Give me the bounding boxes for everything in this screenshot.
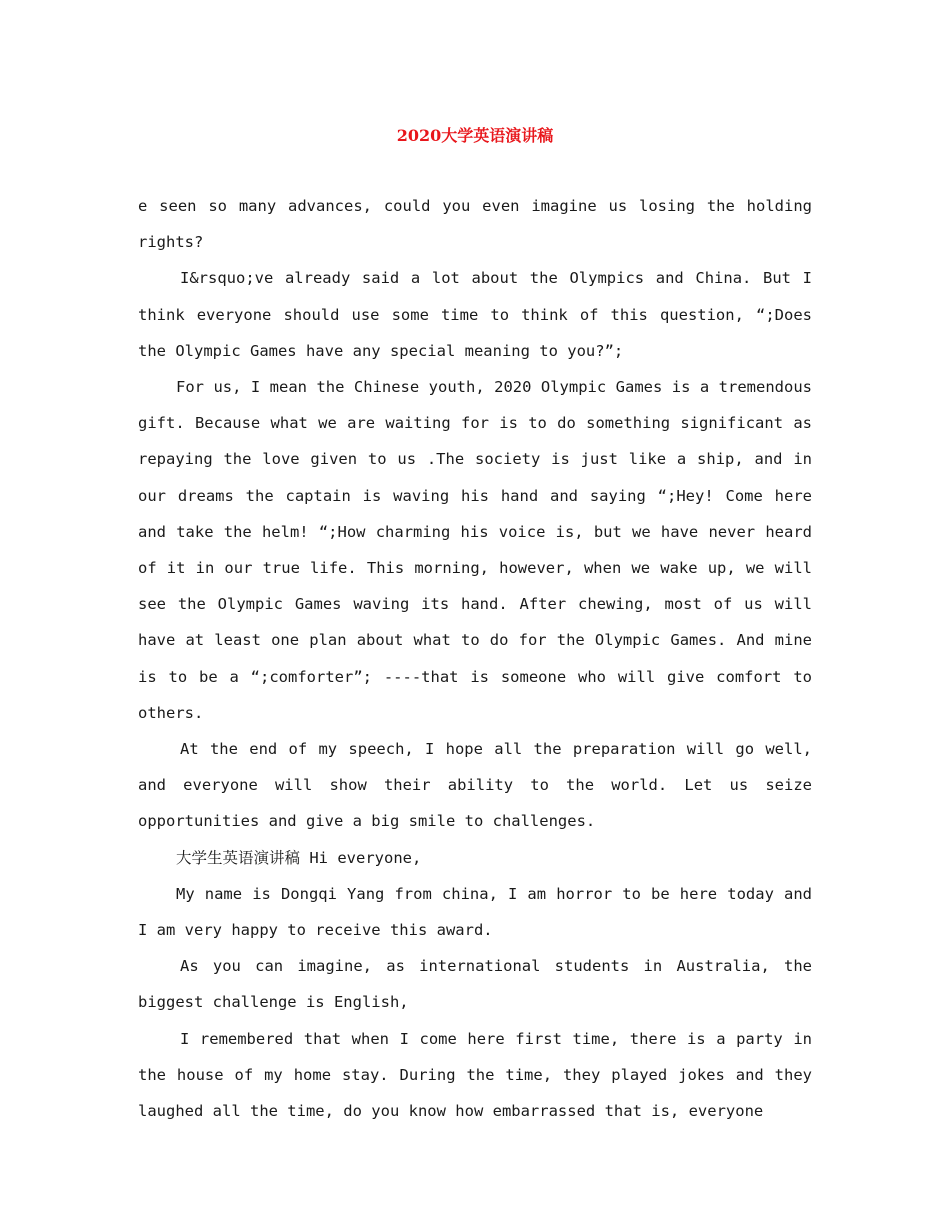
document-title: 2020大学英语演讲稿 [396,126,554,145]
document-body [138,188,812,1129]
paragraph-second-speech-heading: 大学生英语演讲稿 Hi everyone, [176,848,422,867]
paragraph-english-challenge: As you can imagine, as international students in Australia, the biggest challenge is English, [138,957,812,1012]
paragraph-home-stay-party: I remembered that when I come here first time, there is a party in the house of my home stay. During the time, they played jokes and they laughed all the time, do you know how embarrassed that is, everyone [138,1029,812,1121]
paragraph-chinese-youth: For us, I mean the Chinese youth, 2020 Olympic Games is a tremendous gift. Because what we are waiting for is to do something significant as repaying the love given to us .The society is just like a ship, and in our dreams the captain is waving his hand and saying “;Hey! Come here and take the helm! “;How charming his voice is, but we have never heard of it in our true life. This morning, however, when we wake up, we will see the Olympic Games waving its hand. After chewing, most of us will have at least one plan about what to do for the Olympic Games. And mine is to be a “;comforter”; ----that is someone who will give comfort to others. [138,378,812,722]
paragraph-continuation: e seen so many advances, could you even imagine us losing the holding rights? [138,197,812,252]
paragraph-introduction: My name is Dongqi Yang from china, I am horror to be here today and I am very happy to receive this award. [138,884,812,940]
paragraph-speech-end: At the end of my speech, I hope all the preparation will go well, and everyone will show their ability to the world. Let us seize opportunities and give a big smile to challenges. [138,740,812,831]
paragraph-olympics-question: I&rsquo;ve already said a lot about the Olympics and China. But I think everyone should use some time to think of this question, “;Does the Olympic Games have any special meaning to you?”; [138,269,812,360]
